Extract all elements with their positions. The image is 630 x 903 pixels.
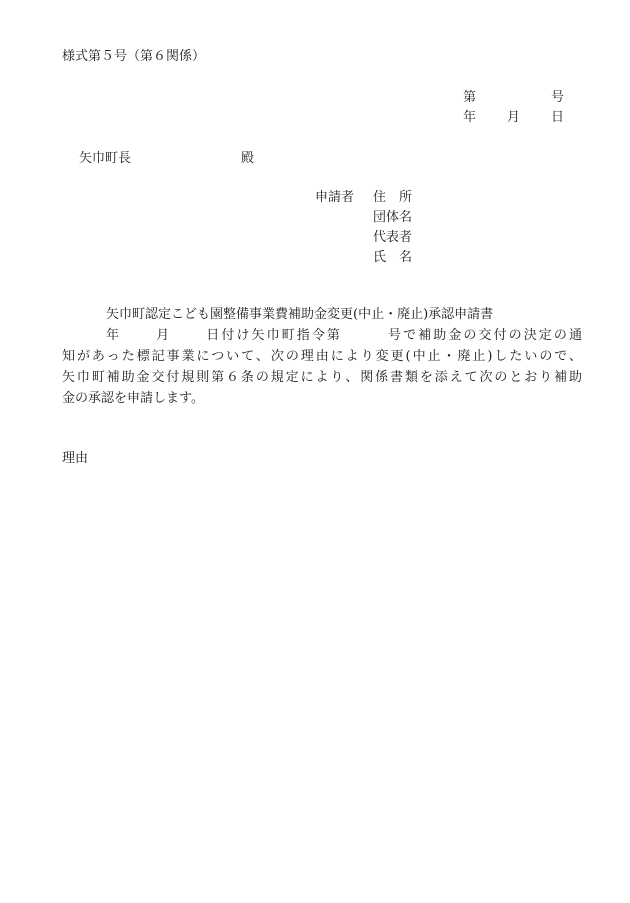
- date-month: 月: [507, 110, 521, 125]
- reason-label: 理由: [62, 451, 89, 466]
- applicant-field-address: 住 所: [373, 190, 413, 205]
- body-day-order: 日付け矢巾町指令第: [204, 328, 342, 343]
- addressee-honorific: 殿: [241, 151, 255, 166]
- doc-number-suffix: 号: [551, 90, 565, 105]
- addressee-name: 矢巾町長: [79, 151, 132, 166]
- body-line-2: 知があった標記事業について、次の理由により変更(中止・廃止)したいので、: [62, 349, 582, 364]
- date-year: 年: [463, 110, 477, 125]
- body-line-3: 矢巾町補助金交付規則第６条の規定により、関係書類を添えて次のとおり補助: [62, 370, 582, 385]
- body-rest-line-1: 号で補助金の交付の決定の通: [385, 328, 582, 343]
- body-line-1: [62, 325, 582, 346]
- form-number: 様式第５号（第６関係）: [62, 49, 206, 64]
- doc-number-prefix: 第: [463, 90, 477, 105]
- applicant-label: 申請者: [315, 190, 355, 205]
- applicant-field-representative: 代表者: [373, 230, 413, 245]
- body-year: 年: [106, 328, 122, 343]
- applicant-field-organization: 団体名: [373, 210, 413, 225]
- date-day: 日: [551, 110, 565, 125]
- body-month: 月: [154, 328, 172, 343]
- body-line-4: 金の承認を申請します。: [62, 391, 204, 406]
- applicant-field-name: 氏 名: [373, 250, 413, 265]
- application-subject: 矢巾町認定こども園整備事業費補助金変更(中止・廃止)承認申請書: [106, 307, 494, 322]
- application-body: [62, 304, 582, 409]
